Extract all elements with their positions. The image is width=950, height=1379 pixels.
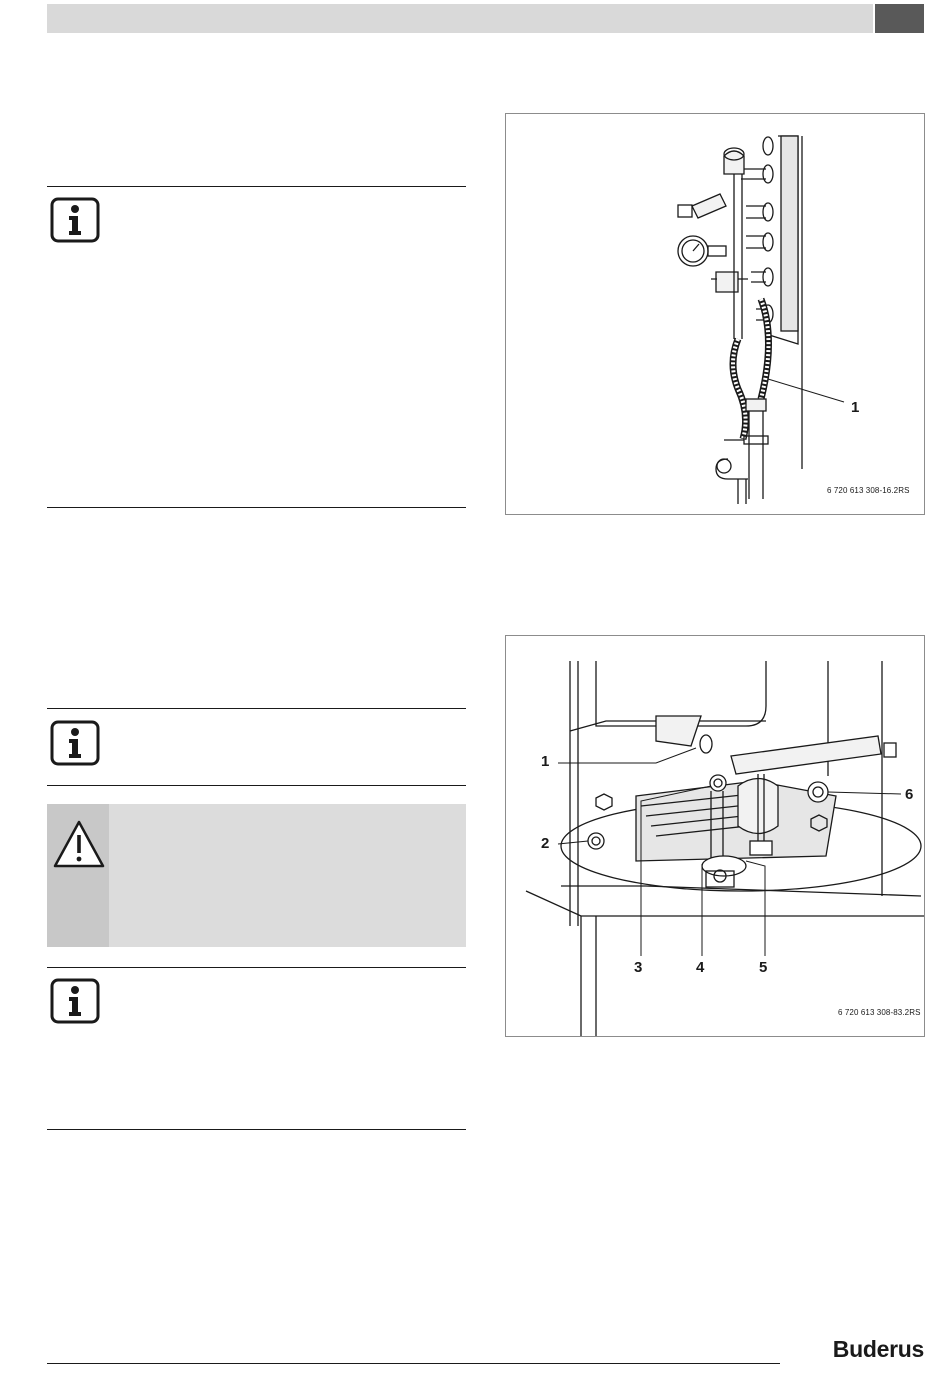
info-icon: [50, 720, 100, 766]
section-rule: [47, 507, 466, 508]
figure-top: [505, 113, 925, 515]
figure-bottom: [505, 635, 925, 1037]
callout-label: 5: [759, 959, 768, 976]
manifold-illustration: [506, 114, 924, 514]
callout-label: 3: [634, 959, 643, 976]
callout-label: 2: [541, 835, 550, 852]
brand-logo: Buderus: [832, 1336, 924, 1362]
info-icon: [50, 197, 100, 243]
section-rule: [47, 967, 466, 968]
header-tab: [875, 4, 924, 33]
figure-code: 6 720 613 308-83.2RS: [838, 1008, 921, 1017]
section-rule: [47, 186, 466, 187]
section-rule: [47, 708, 466, 709]
warning-box: [47, 804, 466, 947]
callout-label: 6: [905, 786, 914, 803]
warning-triangle-icon: [52, 818, 106, 870]
info-icon: [50, 978, 100, 1024]
section-rule: [47, 1129, 466, 1130]
callout-label: 1: [851, 399, 860, 416]
callout-label: 1: [541, 753, 550, 770]
footer-rule: [47, 1363, 780, 1364]
appliance-illustration: [506, 636, 924, 1036]
header-bar: [47, 4, 873, 33]
section-rule: [47, 785, 466, 786]
callout-label: 4: [696, 959, 705, 976]
figure-code: 6 720 613 308-16.2RS: [827, 486, 910, 495]
